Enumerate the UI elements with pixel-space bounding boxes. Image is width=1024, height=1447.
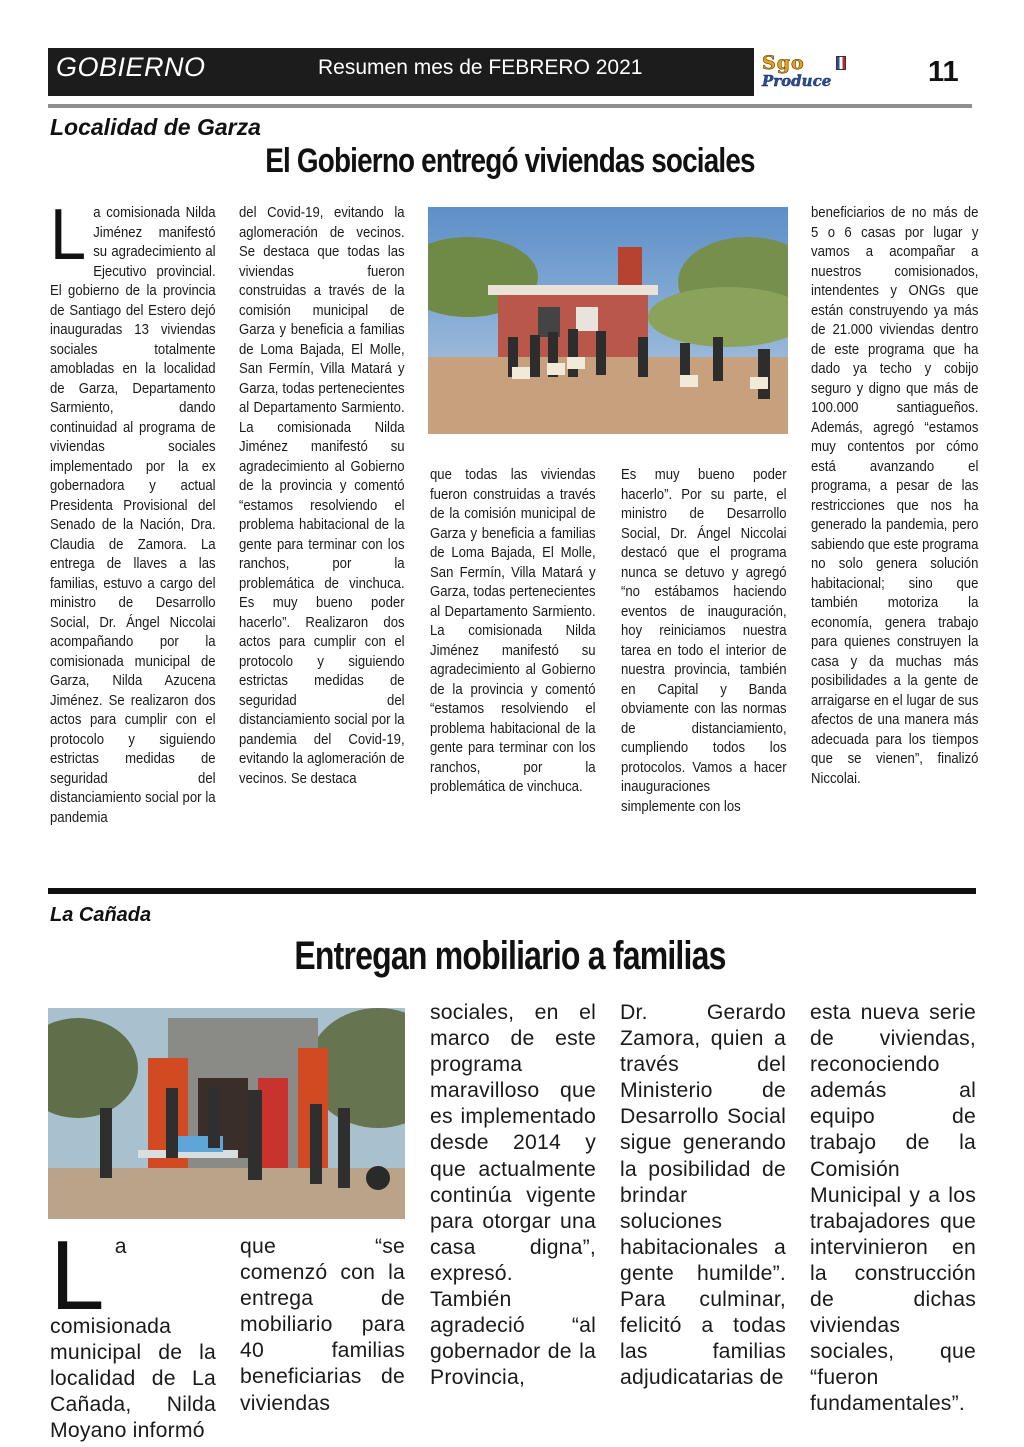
article-column-5: esta nueva serie de viviendas, reconociendo además al equipo de trabajo de la Comisión Municipal y a los trabajadores que intervinieron en la construcción de dichas viviendas sociales, que “fueron fundamentales”. [810,1001,976,1416]
flag-icon [836,56,846,70]
logo-text-top: Sgo [762,52,805,74]
article-column-3: que todas las viviendas fueron construidas a través de la comisión municipal de Garza y beneficia a familias de Loma Bajada, El Molle, San Fermín, Villa Matará y Garza, todas pertenecientes al Departamento Sarmiento. La comisionada Nilda Jiménez manifestó su agradecimiento al Gobierno de la provincia y comentó “estamos resolviendo el problema habitacional de la gente para terminar con los ranchos, por la problemática de vinchuca. [430,467,596,795]
column-text: a comisionada Nilda Jiménez manifestó su agradecimiento al Ejecutivo provincial. El gobierno de la provincia de Santiago del Estero dejó inauguradas 13 viviendas sociales totalmente amobladas en la localidad de Garza, Departamento Sarmiento, dando continuidad al programa de viviendas sociales implementado por la ex gobernadora y actual Presidenta Provisional del Senado de la Nación, Dra. Claudia de Zamora. La entrega de llaves a las familias, estuvo a cargo del ministro de Desarrollo Social, Dr. Ángel Niccolai acompañando por la comisionada municipal de Garza, Nilda Azucena Jiménez. Se realizaron dos actos para cumplir con el protocolo y siguiendo estrictas medidas de seguridad del distanciamiento social por la pandemia [50,205,216,826]
article-column-4: Es muy bueno poder hacerlo”. Por su parte, el ministro de Desarrollo Social, Dr. Ángel Niccolai destacó que el programa nunca se detuvo y agregó “no estábamos haciendo eventos de inauguración, hoy reiniciamos nuestra tarea en todo el interior de nuestra provincia, también en Capital y Banda obviamente con las normas de distanciamiento, cumpliendo todos los protocolos. Vamos a hacer inauguraciones simplemente con los [621,467,787,815]
issue-title: Resumen mes de FEBRERO 2021 [318,56,643,79]
article-headline: El Gobierno entregó viviendas sociales [265,142,755,180]
column-text: a comisionada municipal de la localidad de La Cañada, Nilda Moyano informó [50,1235,216,1443]
article-kicker: Localidad de Garza [50,114,261,140]
article-headline: Entregan mobiliario a familias [294,934,726,978]
article-column-5: beneficiarios de no más de 5 o 6 casas por lugar y vamos a acompañar a nuestros comisionados, intendentes y ONGs que están construyendo ya más de 21.000 viviendas dentro de este programa que ha dado ya techo y cobijo seguro y digno que más de 100.000 santiagueños. Además, agregó “estamos muy contentos por cómo está avanzando el programa, a pesar de las restricciones que nos ha generado la pandemia, pero sabiendo que este programa no solo genera solución habitacional; sino que también motoriza la economía, genera trabajo para quienes construyen la casa y da muchas más posibilidades a la gente de arraigarse en el lugar de sus afectos de una manera más adecuada para los tiempos que se vienen”, finalizó Niccolai. [811,205,979,787]
section-label: GOBIERNO [56,52,206,82]
sgo-produce-logo [762,52,898,92]
photo-garza-housing [428,207,788,434]
article-column-3: sociales, en el marco de este programa maravilloso que es implementado desde 2014 y que actualmente continúa vigente para otorgar una casa digna”, expresó. También agradeció “al gobernador de la Provincia, [430,1001,596,1390]
article-column-2: que “se comenzó con la entrega de mobiliario para 40 familias beneficiarias de viviendas [240,1235,405,1415]
photo-la-canada-furniture [48,1008,405,1219]
article-column-4: Dr. Gerardo Zamora, quien a través del Ministerio de Desarrollo Social sigue generando la posibilidad de brindar soluciones habitacionales a gente humilde”. Para culminar, felicitó a todas las familias adjudicatarias de [620,1001,786,1390]
page-number: 11 [928,56,959,88]
article-column-2: del Covid-19, evitando la aglomeración de vecinos. Se destaca que todas las viviendas fueron construidas a través de la comisión municipal de Garza y beneficia a familias de Loma Bajada, El Molle, San Fermín, Villa Matará y Garza, todas pertenecientes al Departamento Sarmiento. La comisionada Nilda Jiménez manifestó su agradecimiento al Gobierno de la provincia y comentó “estamos resolviendo el problema habitacional de la gente para terminar con los ranchos, por la problemática de vinchuca. Es muy bueno poder hacerlo”. Realizaron dos actos para cumplir con el protocolo y siguiendo estrictas medidas de seguridad del distanciamiento social por la pandemia del Covid-19, evitando la aglomeración de vecinos. Se destaca [239,205,405,787]
drop-cap: L [50,195,87,275]
header-rule [48,104,972,108]
article-column-1 [50,195,216,828]
article-kicker: La Cañada [50,904,152,926]
article-column-1 [50,1220,216,1444]
section-divider [48,888,976,894]
logo-text-bottom: Produce [762,72,832,90]
drop-cap: L [50,1220,105,1330]
